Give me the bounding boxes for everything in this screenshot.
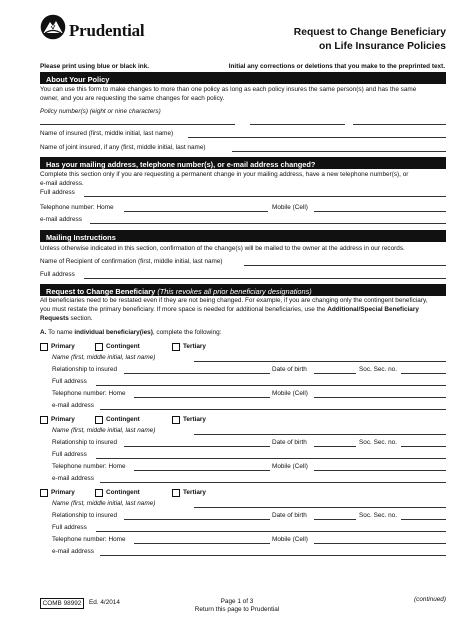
beneficiary-3-contingent-checkbox[interactable] <box>95 489 103 497</box>
beneficiary-1-address-field[interactable] <box>96 385 446 386</box>
print-instruction: Please print using blue or black ink. <box>40 63 150 70</box>
section-header-mailing <box>40 230 446 242</box>
beneficiary-2-name-label: Name (first, middle initial, last name) <box>52 427 156 434</box>
edition-date: Ed. 4/2014 <box>89 599 120 606</box>
beneficiary-3-dob-field[interactable] <box>314 519 356 520</box>
beneficiary-1-dob-label: Date of birth <box>272 366 307 373</box>
beneficiary-1-address-label: Full address <box>52 378 87 385</box>
beneficiary-1-tertiary-label: Tertiary <box>183 343 206 350</box>
continued-note: (continued) <box>414 596 446 603</box>
beneficiary-1-telephone-field[interactable] <box>134 397 270 398</box>
beneficiary-3-mobile-label: Mobile (Cell) <box>272 536 308 543</box>
form-code: COMB 98992 <box>40 598 84 609</box>
form-title-line1: Request to Change Beneficiary <box>293 27 446 38</box>
beneficiary-1-primary-checkbox[interactable] <box>40 343 48 351</box>
beneficiary-2-name-field[interactable] <box>194 434 446 435</box>
beneficiary-1-tertiary-checkbox[interactable] <box>172 343 180 351</box>
beneficiary-2-dob-field[interactable] <box>314 446 356 447</box>
beneficiary-3-name-field[interactable] <box>194 507 446 508</box>
joint-insured-field[interactable] <box>232 151 446 152</box>
mobile-field[interactable] <box>314 211 446 212</box>
recipient-field[interactable] <box>244 265 446 266</box>
policy-number-field-2[interactable] <box>250 124 345 125</box>
beneficiary-1-primary-label: Primary <box>51 343 75 350</box>
beneficiary-2-address-label: Full address <box>52 451 87 458</box>
beneficiary-1-name-label: Name (first, middle initial, last name) <box>52 354 156 361</box>
beneficiary-2-primary-checkbox[interactable] <box>40 416 48 424</box>
beneficiary-1-contingent-label: Contingent <box>106 343 140 350</box>
beneficiary-2-tertiary-label: Tertiary <box>183 416 206 423</box>
beneficiary-3-mobile-field[interactable] <box>314 543 446 544</box>
policy-numbers-label: Policy number(s) (eight or nine characters) <box>40 108 161 115</box>
return-note: Return this page to Prudential <box>194 606 280 613</box>
section-header-beneficiary <box>40 284 446 296</box>
joint-insured-label: Name of joint insured, if any (first, middle initial, last name) <box>40 144 206 151</box>
section-title: Has your mailing address, telephone number(s), or e-mail address changed? <box>46 160 316 169</box>
beneficiary-2-tertiary-checkbox[interactable] <box>172 416 180 424</box>
beneficiary-3-primary-checkbox[interactable] <box>40 489 48 497</box>
beneficiary-2-email-field[interactable] <box>100 482 446 483</box>
beneficiary-1-telephone-label: Telephone number: Home <box>52 390 126 397</box>
beneficiary-2-mobile-field[interactable] <box>314 470 446 471</box>
page-number: Page 1 of 3 <box>220 598 254 605</box>
insured-name-field[interactable] <box>188 137 446 138</box>
policy-number-field-3[interactable] <box>353 124 446 125</box>
about-intro-line1: You can use this form to make changes to more than one policy as long as each policy insures the same person(s) and has the same <box>40 86 417 93</box>
beneficiary-2-relationship-field[interactable] <box>124 446 270 447</box>
brand-name: Prudential <box>69 21 145 40</box>
section-header-address-change <box>40 157 446 169</box>
beneficiary-1-email-label: e-mail address <box>52 402 94 409</box>
beneficiary-3-contingent-label: Contingent <box>106 489 140 496</box>
beneficiary-2-relationship-label: Relationship to insured <box>52 439 118 446</box>
beneficiary-1-relationship-field[interactable] <box>124 373 270 374</box>
policy-number-field-1[interactable] <box>40 124 235 125</box>
beneficiary-2-ssn-label: Soc. Sec. no. <box>359 439 398 446</box>
address-intro-line1: Complete this section only if you are requesting a permanent change in your mailing address, have a new telephone number(s), or <box>40 171 409 178</box>
beneficiary-3-name-label: Name (first, middle initial, last name) <box>52 500 156 507</box>
mobile-label: Mobile (Cell) <box>272 204 308 211</box>
section-title: Request to Change Beneficiary (This revokes all prior beneficiary designations) <box>46 287 312 296</box>
beneficiary-1-dob-field[interactable] <box>314 373 356 374</box>
beneficiary-intro-line3: Requests section. <box>40 315 93 322</box>
section-header-about-policy <box>40 72 446 84</box>
full-address-field[interactable] <box>84 196 446 197</box>
beneficiary-intro-line2: you must restate the primary beneficiary. If more space is needed for additional beneficiaries, use the Additional/Special Beneficiary <box>40 306 419 313</box>
beneficiary-3-address-label: Full address <box>52 524 87 531</box>
beneficiary-3-tertiary-label: Tertiary <box>183 489 206 496</box>
beneficiary-3-primary-label: Primary <box>51 489 75 496</box>
beneficiary-3-relationship-field[interactable] <box>124 519 270 520</box>
beneficiary-2-telephone-label: Telephone number: Home <box>52 463 126 470</box>
beneficiary-2-contingent-checkbox[interactable] <box>95 416 103 424</box>
beneficiary-intro-line1: All beneficiaries need to be restated even if they are not being changed. For example, if you are changing only the contingent beneficiary, <box>40 297 428 304</box>
beneficiary-3-dob-label: Date of birth <box>272 512 307 519</box>
section-title: About Your Policy <box>46 75 110 84</box>
beneficiary-1-ssn-label: Soc. Sec. no. <box>359 366 398 373</box>
beneficiary-2-address-field[interactable] <box>96 458 446 459</box>
email-field[interactable] <box>90 223 446 224</box>
recipient-label: Name of Recipient of confirmation (first, middle initial, last name) <box>40 258 223 265</box>
beneficiary-1-contingent-checkbox[interactable] <box>95 343 103 351</box>
about-intro-line2: owner, and you are requesting the same changes for each policy. <box>40 95 225 102</box>
beneficiary-2-ssn-field[interactable] <box>401 446 446 447</box>
telephone-home-field[interactable] <box>124 211 268 212</box>
beneficiary-3-ssn-field[interactable] <box>401 519 446 520</box>
prudential-rock-logo-icon <box>40 14 66 40</box>
address-intro-line2: e-mail address. <box>40 180 84 187</box>
beneficiary-1-mobile-field[interactable] <box>314 397 446 398</box>
section-title: Mailing Instructions <box>46 233 116 242</box>
beneficiary-1-mobile-label: Mobile (Cell) <box>272 390 308 397</box>
initial-instruction: Initial any corrections or deletions that you make to the preprinted text. <box>228 63 445 70</box>
beneficiary-3-telephone-label: Telephone number: Home <box>52 536 126 543</box>
beneficiary-1-relationship-label: Relationship to insured <box>52 366 118 373</box>
insured-name-label: Name of insured (first, middle initial, last name) <box>40 130 174 137</box>
email-label: e-mail address <box>40 216 82 223</box>
mailing-full-address-label: Full address <box>40 271 75 278</box>
beneficiary-3-relationship-label: Relationship to insured <box>52 512 118 519</box>
telephone-home-label: Telephone number: Home <box>40 204 114 211</box>
full-address-label: Full address <box>40 189 75 196</box>
mailing-intro: Unless otherwise indicated in this section, confirmation of the change(s) will be mailed to the owner at the address in our records. <box>40 245 405 252</box>
form-title-line2: on Life Insurance Policies <box>318 41 446 52</box>
beneficiary-3-email-label: e-mail address <box>52 548 94 555</box>
mailing-full-address-field[interactable] <box>84 278 446 279</box>
beneficiary-3-telephone-field[interactable] <box>134 543 270 544</box>
beneficiary-3-email-field[interactable] <box>100 555 446 556</box>
individual-beneficiary-instruction: A. To name individual beneficiary(ies), complete the following: <box>40 329 222 336</box>
beneficiary-3-ssn-label: Soc. Sec. no. <box>359 512 398 519</box>
beneficiary-2-contingent-label: Contingent <box>106 416 140 423</box>
beneficiary-1-ssn-field[interactable] <box>401 373 446 374</box>
beneficiary-2-primary-label: Primary <box>51 416 75 423</box>
beneficiary-2-mobile-label: Mobile (Cell) <box>272 463 308 470</box>
beneficiary-3-tertiary-checkbox[interactable] <box>172 489 180 497</box>
beneficiary-3-address-field[interactable] <box>96 531 446 532</box>
beneficiary-1-name-field[interactable] <box>194 361 446 362</box>
beneficiary-1-email-field[interactable] <box>100 409 446 410</box>
beneficiary-2-dob-label: Date of birth <box>272 439 307 446</box>
beneficiary-2-telephone-field[interactable] <box>134 470 270 471</box>
beneficiary-2-email-label: e-mail address <box>52 475 94 482</box>
